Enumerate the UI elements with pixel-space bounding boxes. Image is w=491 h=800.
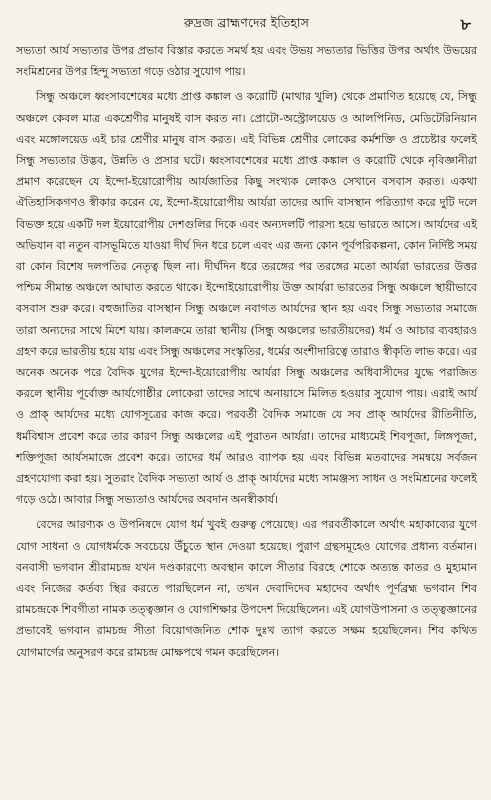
paragraph-3: বেদের আরণ্যক ও উপনিষদে যোগ ধর্ম খুবই গুরুত্ব পেয়েছে। এর পরবর্তীকালে অর্থাৎ মহাকাব্যের যুগে যোগ সাধনা ও যোগধর্মকে সবচেয়ে উঁচুতে স্থান দেওয়া হয়েছে। পুরাণ গ্রন্থসমূহেও যোগের প্রধান্য বর্তমান। বনবাসী ভগবান শ্রীরামচন্দ্র যখন দণ্ডকারণ্যে অবস্থান কালে সীতার বিরহে শোকে অত্যন্ত কাতর ও মুহ্যমান এবং নিজের কর্তব্য স্থির করতে পারছিলেন না, তখন দেবাদিদেব মহাদেব অর্থাৎ পূর্ণব্রহ্ম ভগবান শিব রামচন্দ্রকে শিবগীতা নামক তত্ত্বজ্ঞান ও যোগশিক্ষার উপদেশ দিয়েছিলেন। এই যোগউপাসনা ও তত্ত্বজ্ঞানের প্রভাবেই ভগবান রামচন্দ্র সীতা বিয়োগজনিত শোক দুঃখ ত্যাগ করতে সক্ষম হয়েছিলেন। শিব কথিত যোগমার্গের অনুসরণ করে রামচন্দ্র মোক্ষপথে গমন করেছিলেন। [16, 518, 477, 659]
body-text [16, 40, 477, 663]
paragraph-1: সভ্যতা আর্য সভ্যতার উপর প্রভাব বিস্তার করতে সমর্থ হয় এবং উভয় সভ্যতার ভিত্তির উপর অর্থাৎ উভয়ের সংমিশ্রনের উপর হিন্দু সভ্যতা গড়ে ওঠার সুযোগ পায়। [16, 44, 477, 79]
page-header [16, 12, 477, 38]
page-number: ৮ [460, 15, 471, 34]
paragraph-2: সিন্ধু অঞ্চলে ধ্বংসাবশেষের মধ্যে প্রাপ্ত কঙ্কাল ও করোটি (মাথার খুলি) থেকে প্রমাণিত হয়েছে যে, সিন্ধু অঞ্চলে কেবল মাত্র একশ্রেণীর মানুষই বাস করত না। প্রোটো-অস্ট্রোলয়েড ও আলপিনিড, মেডিটেরিনিয়ান এবং মঙ্গোলয়েড এই চার শ্রেণীর মানুষ বাস করত। এই বিভিন্ন শ্রেণীর লোকের কর্মশক্তি ও প্রচেষ্টার ফলেই সিন্ধু সভ্যতার উদ্ভব, উন্নতি ও প্রসার ঘটে। ধ্বংসাবশেষের মধ্যে প্রাপ্ত কঙ্কাল ও করোটি থেকে নৃবিজ্ঞানীরা প্রমাণ করেছেন যে ইন্দো-ইয়োরোপীয় আর্যজাতির কিছু সংখ্যক লোকও সেখানে বসবাস করত। একথা ঐতিহাসিকগণও স্বীকার করেন যে, ইন্দো-ইয়োরোপীয় আর্যরা তাদের আদি বাসস্থান পরিত্যাগ করে দুটি দলে বিভক্ত হয়ে একটি দল ইয়োরোপীয় দেশগুলির দিকে এবং অন্যদলটি পারস্য হয়ে ভারতে আসে। আর্যদের এই অভিযান বা নতুন বাসভূমিতে যাওয়া দীর্ঘ দিন ধরে চলে এবং এর জন্য কোন পূর্বপরিকল্পনা, কোন নির্দিষ্ট সময় বা কোন বিশেষ দলপতির নেতৃত্ব ছিল না। দীর্ঘদিন ধরে তরঙ্গের পর তরঙ্গের মতো আর্যরা ভারতের উত্তর পশ্চিম সীমান্ত অঞ্চলে আঘাত করতে থাকে। ইন্দোইয়োরোপীয় উক্ত আর্যরা ভারতের সিন্ধু অঞ্চলে স্থায়ীভাবে বসবাস শুরু করে। বহুজাতির বাসস্থান সিন্ধু অঞ্চলে নবাগত আর্যদের স্থান হয় এবং সিন্ধু সভ্যতার সমাজে তারা অন্যদের সাথে মিশে যায়। কালক্রমে তারা স্থানীয় (সিন্ধু অঞ্চলের ভারতীয়দের) ধর্ম ও আচার ব্যবহারও গ্রহণ করে ভারতীয় হয়ে যায় এবং সিন্ধু অঞ্চলের সংস্কৃতির, ধর্মের অংশীদারিত্বে তারাও স্বীকৃতি লাভ করে। এর অনেক অনেক পরে বৈদিক যুগের ইন্দো-ইয়োরোপীয় আর্যরা সিন্ধু অঞ্চলের অধিবাসীদের যুদ্ধে পরাজিত করলে স্থানীয় পূর্বোক্ত আর্যগোষ্ঠীর লোকেরা তাদের সাথে অনায়াসে মিলিত হওয়ার সুযোগ পায়। এরাই আর্য ও প্রাক্ আর্যদের মধ্যে যোগসূত্রের কাজ করে। পরবর্তী বৈদিক সমাজে যে সব প্রাক্ আর্যদের রীতিনীতি, ধর্মবিশ্বাস প্রবেশ করে তার কারণ সিন্ধু অঞ্চলের এই পুরাতন আর্যরা। তাদের মাধ্যমেই শিবপূজা, লিঙ্গপূজা, শক্তিপূজা আর্যসমাজে প্রবেশ করে। তাদের ধর্ম আরও ব্যাপক হয় এবং বিভিন্ন মতবাদের সমন্বয়ে সর্বজন গ্রহণযোগ্য করা হয়। সুতরাং বৈদিক সভ্যতা আর্য ও প্রাক্ আর্যদের মধ্যে সামঞ্জস্য সাধন ও সংমিশ্রনের ফলেই গড়ে ওঠে। আবার সিন্ধু সভ্যতাও আর্যদের অবদান অনস্বীকার্য। [16, 90, 477, 507]
running-title: রুদ্রজ ব্রাহ্মণদের ইতিহাস [183, 15, 310, 30]
